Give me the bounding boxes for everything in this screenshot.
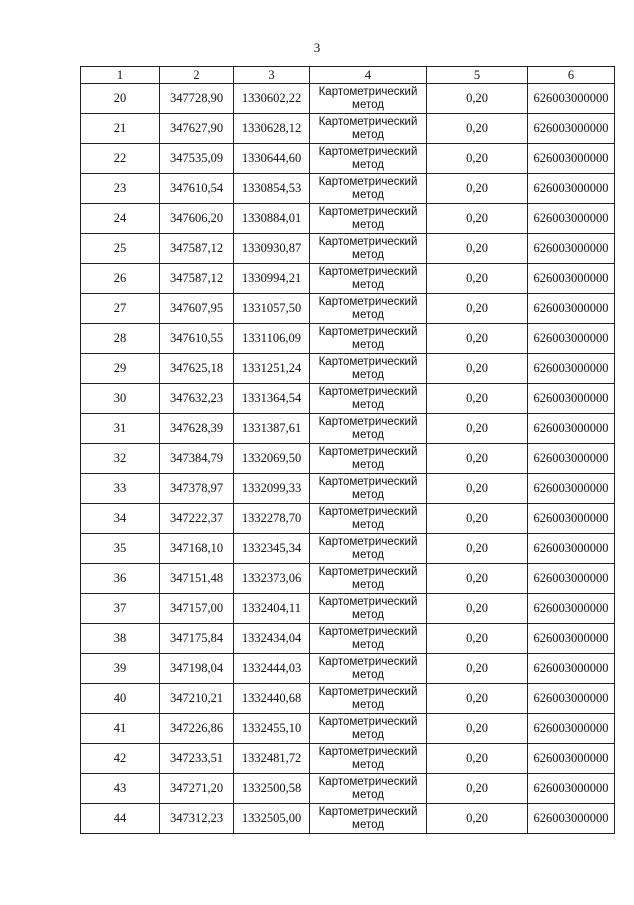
table-body <box>81 67 615 834</box>
method-line-2: метод <box>352 728 384 741</box>
point-number-cell: 42 <box>81 744 160 774</box>
method-line-1: Картометрический <box>318 205 418 218</box>
method-cell <box>310 294 427 324</box>
point-number-cell: 28 <box>81 324 160 354</box>
table-row <box>81 714 615 744</box>
y-coordinate-cell: 1330628,12 <box>234 114 310 144</box>
x-coordinate-cell: 347168,10 <box>160 534 234 564</box>
method-line-2: метод <box>352 458 384 471</box>
table-row <box>81 684 615 714</box>
method-line-2: метод <box>352 668 384 681</box>
method-line-1: Картометрический <box>318 445 418 458</box>
table-row <box>81 234 615 264</box>
method-cell <box>310 804 427 834</box>
accuracy-cell: 0,20 <box>427 144 528 174</box>
method-line-1: Картометрический <box>318 175 418 188</box>
x-coordinate-cell: 347210,21 <box>160 684 234 714</box>
point-number-cell: 29 <box>81 354 160 384</box>
method-line-1: Картометрический <box>318 715 418 728</box>
method-line-1: Картометрический <box>318 295 418 308</box>
method-line-1: Картометрический <box>318 595 418 608</box>
point-number-cell: 37 <box>81 594 160 624</box>
table-row <box>81 174 615 204</box>
method-line-2: метод <box>352 758 384 771</box>
code-cell: 626003000000 <box>528 144 615 174</box>
y-coordinate-cell: 1330994,21 <box>234 264 310 294</box>
method-cell <box>310 654 427 684</box>
point-number-cell: 40 <box>81 684 160 714</box>
y-coordinate-cell: 1331364,54 <box>234 384 310 414</box>
code-cell: 626003000000 <box>528 474 615 504</box>
method-line-1: Картометрический <box>318 385 418 398</box>
accuracy-cell: 0,20 <box>427 384 528 414</box>
coordinates-table <box>80 66 615 834</box>
table-row <box>81 804 615 834</box>
method-line-2: метод <box>352 278 384 291</box>
method-line-2: метод <box>352 488 384 501</box>
x-coordinate-cell: 347587,12 <box>160 234 234 264</box>
table-row <box>81 744 615 774</box>
header-cell-2: 2 <box>160 67 234 84</box>
method-line-1: Картометрический <box>318 115 418 128</box>
method-cell <box>310 264 427 294</box>
method-line-2: метод <box>352 368 384 381</box>
x-coordinate-cell: 347222,37 <box>160 504 234 534</box>
x-coordinate-cell: 347610,55 <box>160 324 234 354</box>
code-cell: 626003000000 <box>528 324 615 354</box>
y-coordinate-cell: 1332345,34 <box>234 534 310 564</box>
method-cell <box>310 114 427 144</box>
table-row <box>81 84 615 114</box>
code-cell: 626003000000 <box>528 84 615 114</box>
x-coordinate-cell: 347628,39 <box>160 414 234 444</box>
method-cell <box>310 174 427 204</box>
table-row <box>81 384 615 414</box>
method-line-1: Картометрический <box>318 535 418 548</box>
point-number-cell: 31 <box>81 414 160 444</box>
accuracy-cell: 0,20 <box>427 744 528 774</box>
method-cell <box>310 144 427 174</box>
page-number: 3 <box>313 40 321 55</box>
y-coordinate-cell: 1332455,10 <box>234 714 310 744</box>
accuracy-cell: 0,20 <box>427 354 528 384</box>
accuracy-cell: 0,20 <box>427 684 528 714</box>
y-coordinate-cell: 1330930,87 <box>234 234 310 264</box>
table-row <box>81 474 615 504</box>
method-cell <box>310 624 427 654</box>
point-number-cell: 43 <box>81 774 160 804</box>
accuracy-cell: 0,20 <box>427 594 528 624</box>
method-cell <box>310 324 427 354</box>
method-cell <box>310 444 427 474</box>
method-line-1: Картометрический <box>318 85 418 98</box>
method-cell <box>310 534 427 564</box>
code-cell: 626003000000 <box>528 804 615 834</box>
y-coordinate-cell: 1330854,53 <box>234 174 310 204</box>
x-coordinate-cell: 347312,23 <box>160 804 234 834</box>
method-cell <box>310 474 427 504</box>
table-row <box>81 114 615 144</box>
y-coordinate-cell: 1330884,01 <box>234 204 310 234</box>
accuracy-cell: 0,20 <box>427 204 528 234</box>
method-line-1: Картометрический <box>318 265 418 278</box>
x-coordinate-cell: 347625,18 <box>160 354 234 384</box>
method-line-2: метод <box>352 248 384 261</box>
y-coordinate-cell: 1330644,60 <box>234 144 310 174</box>
accuracy-cell: 0,20 <box>427 774 528 804</box>
accuracy-cell: 0,20 <box>427 534 528 564</box>
code-cell: 626003000000 <box>528 414 615 444</box>
x-coordinate-cell: 347198,04 <box>160 654 234 684</box>
y-coordinate-cell: 1332278,70 <box>234 504 310 534</box>
method-line-1: Картометрический <box>318 805 418 818</box>
y-coordinate-cell: 1332434,04 <box>234 624 310 654</box>
method-cell <box>310 384 427 414</box>
table-row <box>81 414 615 444</box>
table-row <box>81 354 615 384</box>
method-line-2: метод <box>352 578 384 591</box>
code-cell: 626003000000 <box>528 444 615 474</box>
point-number-cell: 21 <box>81 114 160 144</box>
point-number-cell: 30 <box>81 384 160 414</box>
point-number-cell: 20 <box>81 84 160 114</box>
method-cell <box>310 564 427 594</box>
accuracy-cell: 0,20 <box>427 804 528 834</box>
accuracy-cell: 0,20 <box>427 474 528 504</box>
y-coordinate-cell: 1332099,33 <box>234 474 310 504</box>
table-row <box>81 444 615 474</box>
accuracy-cell: 0,20 <box>427 714 528 744</box>
code-cell: 626003000000 <box>528 714 615 744</box>
method-line-1: Картометрический <box>318 475 418 488</box>
code-cell: 626003000000 <box>528 534 615 564</box>
code-cell: 626003000000 <box>528 174 615 204</box>
method-line-1: Картометрический <box>318 145 418 158</box>
y-coordinate-cell: 1331106,09 <box>234 324 310 354</box>
x-coordinate-cell: 347587,12 <box>160 264 234 294</box>
x-coordinate-cell: 347151,48 <box>160 564 234 594</box>
point-number-cell: 33 <box>81 474 160 504</box>
x-coordinate-cell: 347378,97 <box>160 474 234 504</box>
point-number-cell: 34 <box>81 504 160 534</box>
method-line-2: метод <box>352 398 384 411</box>
x-coordinate-cell: 347384,79 <box>160 444 234 474</box>
table-row <box>81 654 615 684</box>
method-line-2: метод <box>352 428 384 441</box>
point-number-cell: 24 <box>81 204 160 234</box>
code-cell: 626003000000 <box>528 654 615 684</box>
accuracy-cell: 0,20 <box>427 444 528 474</box>
method-line-1: Картометрический <box>318 415 418 428</box>
y-coordinate-cell: 1332440,68 <box>234 684 310 714</box>
method-cell <box>310 234 427 264</box>
point-number-cell: 22 <box>81 144 160 174</box>
code-cell: 626003000000 <box>528 564 615 594</box>
header-cell-4: 4 <box>310 67 427 84</box>
code-cell: 626003000000 <box>528 624 615 654</box>
method-line-1: Картометрический <box>318 565 418 578</box>
method-line-2: метод <box>352 188 384 201</box>
method-line-2: метод <box>352 638 384 651</box>
method-cell <box>310 354 427 384</box>
point-number-cell: 35 <box>81 534 160 564</box>
x-coordinate-cell: 347632,23 <box>160 384 234 414</box>
method-line-1: Картометрический <box>318 625 418 638</box>
method-line-2: метод <box>352 308 384 321</box>
y-coordinate-cell: 1331057,50 <box>234 294 310 324</box>
method-line-2: метод <box>352 158 384 171</box>
x-coordinate-cell: 347627,90 <box>160 114 234 144</box>
header-cell-6: 6 <box>528 67 615 84</box>
accuracy-cell: 0,20 <box>427 504 528 534</box>
method-line-1: Картометрический <box>318 355 418 368</box>
code-cell: 626003000000 <box>528 744 615 774</box>
method-cell <box>310 774 427 804</box>
point-number-cell: 39 <box>81 654 160 684</box>
code-cell: 626003000000 <box>528 594 615 624</box>
table-row <box>81 594 615 624</box>
method-cell <box>310 84 427 114</box>
code-cell: 626003000000 <box>528 234 615 264</box>
accuracy-cell: 0,20 <box>427 654 528 684</box>
x-coordinate-cell: 347226,86 <box>160 714 234 744</box>
point-number-cell: 38 <box>81 624 160 654</box>
header-cell-1: 1 <box>81 67 160 84</box>
accuracy-cell: 0,20 <box>427 324 528 354</box>
x-coordinate-cell: 347175,84 <box>160 624 234 654</box>
accuracy-cell: 0,20 <box>427 174 528 204</box>
method-line-2: метод <box>352 218 384 231</box>
method-cell <box>310 414 427 444</box>
y-coordinate-cell: 1332505,00 <box>234 804 310 834</box>
point-number-cell: 36 <box>81 564 160 594</box>
table-row <box>81 264 615 294</box>
method-line-1: Картометрический <box>318 775 418 788</box>
method-line-1: Картометрический <box>318 655 418 668</box>
method-line-1: Картометрический <box>318 685 418 698</box>
code-cell: 626003000000 <box>528 384 615 414</box>
table-row <box>81 294 615 324</box>
method-line-2: метод <box>352 518 384 531</box>
method-line-2: метод <box>352 608 384 621</box>
table-header-row <box>81 67 615 84</box>
method-line-2: метод <box>352 98 384 111</box>
code-cell: 626003000000 <box>528 114 615 144</box>
table-row <box>81 504 615 534</box>
method-cell <box>310 744 427 774</box>
header-cell-5: 5 <box>427 67 528 84</box>
point-number-cell: 41 <box>81 714 160 744</box>
method-line-1: Картометрический <box>318 745 418 758</box>
y-coordinate-cell: 1330602,22 <box>234 84 310 114</box>
y-coordinate-cell: 1332500,58 <box>234 774 310 804</box>
y-coordinate-cell: 1331387,61 <box>234 414 310 444</box>
code-cell: 626003000000 <box>528 504 615 534</box>
x-coordinate-cell: 347606,20 <box>160 204 234 234</box>
y-coordinate-cell: 1332069,50 <box>234 444 310 474</box>
x-coordinate-cell: 347157,00 <box>160 594 234 624</box>
point-number-cell: 27 <box>81 294 160 324</box>
point-number-cell: 25 <box>81 234 160 264</box>
code-cell: 626003000000 <box>528 204 615 234</box>
accuracy-cell: 0,20 <box>427 84 528 114</box>
x-coordinate-cell: 347607,95 <box>160 294 234 324</box>
method-line-2: метод <box>352 818 384 831</box>
accuracy-cell: 0,20 <box>427 234 528 264</box>
accuracy-cell: 0,20 <box>427 624 528 654</box>
code-cell: 626003000000 <box>528 684 615 714</box>
y-coordinate-cell: 1332481,72 <box>234 744 310 774</box>
method-line-2: метод <box>352 338 384 351</box>
table-row <box>81 774 615 804</box>
point-number-cell: 44 <box>81 804 160 834</box>
method-cell <box>310 204 427 234</box>
point-number-cell: 26 <box>81 264 160 294</box>
accuracy-cell: 0,20 <box>427 294 528 324</box>
method-line-2: метод <box>352 128 384 141</box>
method-line-1: Картометрический <box>318 505 418 518</box>
x-coordinate-cell: 347610,54 <box>160 174 234 204</box>
table-row <box>81 624 615 654</box>
method-cell <box>310 714 427 744</box>
x-coordinate-cell: 347271,20 <box>160 774 234 804</box>
table-row <box>81 324 615 354</box>
table-row <box>81 564 615 594</box>
method-cell <box>310 594 427 624</box>
code-cell: 626003000000 <box>528 264 615 294</box>
y-coordinate-cell: 1331251,24 <box>234 354 310 384</box>
method-line-1: Картометрический <box>318 325 418 338</box>
accuracy-cell: 0,20 <box>427 564 528 594</box>
code-cell: 626003000000 <box>528 774 615 804</box>
method-line-2: метод <box>352 698 384 711</box>
point-number-cell: 23 <box>81 174 160 204</box>
y-coordinate-cell: 1332404,11 <box>234 594 310 624</box>
table-row <box>81 534 615 564</box>
code-cell: 626003000000 <box>528 354 615 384</box>
method-line-2: метод <box>352 788 384 801</box>
y-coordinate-cell: 1332373,06 <box>234 564 310 594</box>
method-cell <box>310 684 427 714</box>
x-coordinate-cell: 347233,51 <box>160 744 234 774</box>
method-cell <box>310 504 427 534</box>
x-coordinate-cell: 347728,90 <box>160 84 234 114</box>
table-row <box>81 204 615 234</box>
method-line-2: метод <box>352 548 384 561</box>
x-coordinate-cell: 347535,09 <box>160 144 234 174</box>
code-cell: 626003000000 <box>528 294 615 324</box>
accuracy-cell: 0,20 <box>427 264 528 294</box>
method-line-1: Картометрический <box>318 235 418 248</box>
accuracy-cell: 0,20 <box>427 114 528 144</box>
point-number-cell: 32 <box>81 444 160 474</box>
header-cell-3: 3 <box>234 67 310 84</box>
table-row <box>81 144 615 174</box>
y-coordinate-cell: 1332444,03 <box>234 654 310 684</box>
accuracy-cell: 0,20 <box>427 414 528 444</box>
